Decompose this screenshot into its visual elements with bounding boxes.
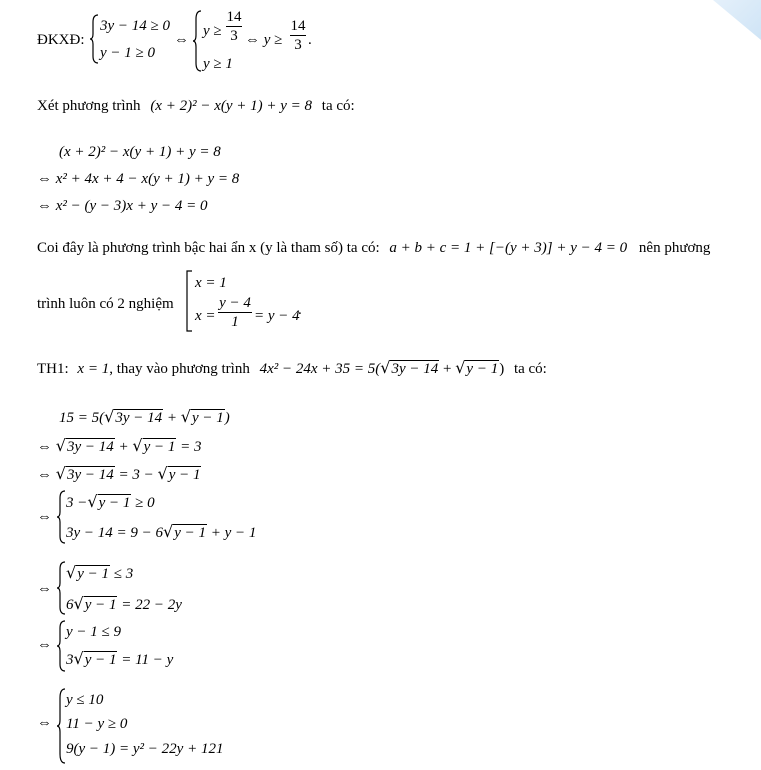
text: ta có: <box>513 361 547 377</box>
left-brace-icon <box>56 561 66 615</box>
root-2-value: = y − 4 <box>254 308 300 324</box>
left-brace-icon <box>56 490 66 544</box>
sqrt: √y − 1 <box>180 407 224 426</box>
equation: x = 1 <box>77 361 110 377</box>
dkxd-tail: ⇔ y ≥ <box>245 32 283 48</box>
equiv-symbol: ⇔ <box>37 581 52 597</box>
plus: + <box>443 361 452 377</box>
period: . <box>308 32 312 48</box>
sqrt: √3y − 14 <box>55 436 114 455</box>
left-bracket-icon <box>185 270 193 332</box>
text: ta có: <box>321 98 355 114</box>
system-row: 3y − 14 = 9 − 6√y − 1 + y − 1 <box>66 522 257 541</box>
equation-line: ⇔ √3y − 14 + √y − 1 = 3 <box>37 436 202 455</box>
equiv-symbol: ⇔ <box>174 32 189 48</box>
text: nên phương <box>638 240 711 256</box>
corner-decoration <box>701 0 761 40</box>
sqrt: √y − 1 <box>455 358 499 377</box>
equation-line: ⇔ √3y − 14 = 3 − √y − 1 <box>37 464 201 483</box>
system-row: y − 1 ≤ 9 <box>66 624 122 640</box>
left-brace-icon <box>192 10 202 72</box>
text: Coi đây là phương trình bậc hai ẩn x (y là tham số) ta có: <box>37 240 380 256</box>
system-row: 11 − y ≥ 0 <box>66 716 128 732</box>
system-row: y ≤ 10 <box>66 692 104 708</box>
fraction: 14 3 <box>290 18 306 53</box>
equation-line: 15 = 5(√3y − 14 + √y − 1) <box>59 407 230 426</box>
left-brace-icon <box>89 14 99 64</box>
left-brace-icon <box>56 688 66 764</box>
dkxd-label: ĐKXĐ: <box>37 32 85 48</box>
dkxd-sys2-row2: y ≥ 1 <box>203 56 233 72</box>
equiv-symbol: ⇔ <box>37 509 52 525</box>
sqrt: √y − 1 <box>132 436 176 455</box>
fraction: 14 3 <box>226 9 242 44</box>
text: , thay vào phương trình <box>109 361 250 377</box>
equation-line: ⇔ x² − (y − 3)x + y − 4 = 0 <box>37 198 208 214</box>
left-brace-icon <box>56 620 66 672</box>
equation: 4x² − 24x + 35 = 5( <box>259 361 381 377</box>
text: TH1: <box>37 361 69 377</box>
period: . <box>298 302 302 318</box>
system-row: 3√y − 1 = 11 − y <box>66 649 174 668</box>
equation: (x + 2)² − x(y + 1) + y = 8 <box>150 98 313 114</box>
equation: a + b + c = 1 + [−(y + 3)] + y − 4 = 0 <box>389 240 628 256</box>
dkxd-sys2-row1: y ≥ <box>203 23 222 39</box>
paren: ) <box>499 361 505 377</box>
paragraph-th1 <box>37 360 547 377</box>
dkxd-sys1-row2: y − 1 ≥ 0 <box>100 45 156 61</box>
text: Xét phương trình <box>37 98 141 114</box>
equation-line: (x + 2)² − x(y + 1) + y = 8 <box>59 144 221 160</box>
fraction: y − 4 1 <box>219 295 251 330</box>
paragraph-coi <box>37 241 710 256</box>
text: trình luôn có 2 nghiệm <box>37 296 174 312</box>
root-2: x = <box>195 308 216 324</box>
root-1: x = 1 <box>195 275 227 291</box>
sqrt: √3y − 14 <box>55 464 114 483</box>
sqrt: √y − 1 <box>157 464 201 483</box>
system-row: √y − 1 ≤ 3 <box>66 563 134 582</box>
equiv-symbol: ⇔ <box>37 637 52 653</box>
system-row: 6√y − 1 = 22 − 2y <box>66 594 182 613</box>
sqrt: √3y − 14 <box>380 358 439 377</box>
equiv-symbol: ⇔ <box>37 715 52 731</box>
dkxd-sys1-row1: 3y − 14 ≥ 0 <box>100 18 171 34</box>
system-row: 3 −√y − 1 ≥ 0 <box>66 492 155 511</box>
sqrt: √3y − 14 <box>104 407 163 426</box>
equation-line: ⇔ x² + 4x + 4 − x(y + 1) + y = 8 <box>37 171 240 187</box>
system-row: 9(y − 1) = y² − 22y + 121 <box>66 741 224 757</box>
paragraph-xet <box>37 99 355 114</box>
